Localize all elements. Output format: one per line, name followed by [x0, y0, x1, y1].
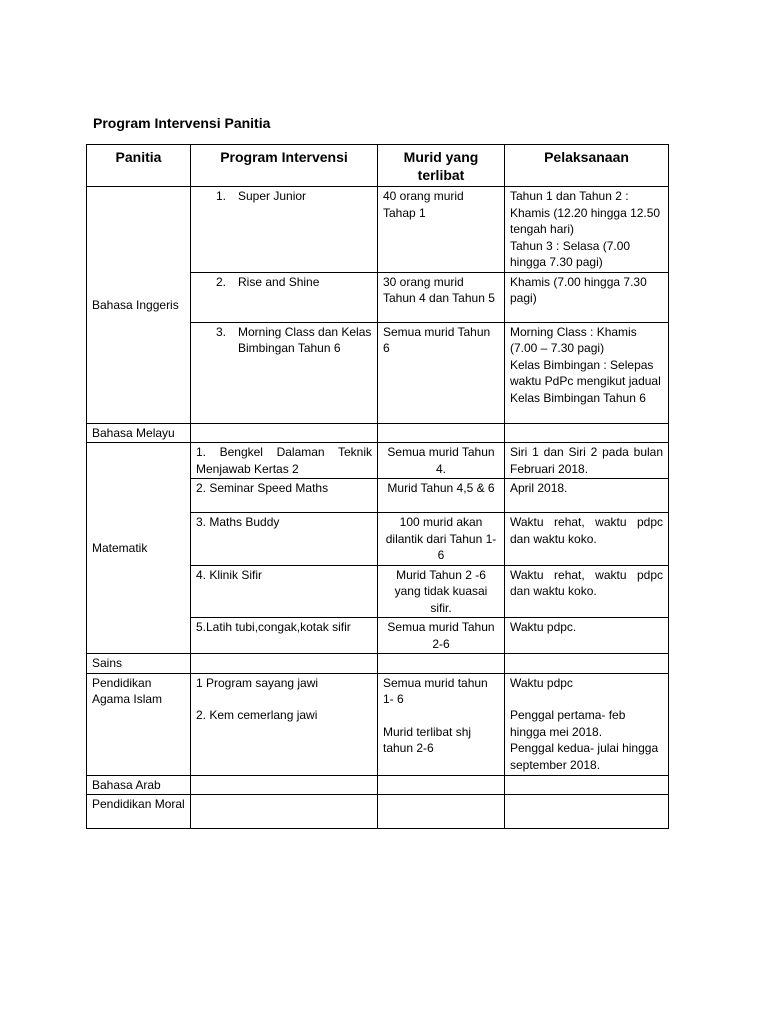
- murid-cell: [378, 423, 505, 443]
- panitia-sains: Sains: [87, 654, 191, 674]
- program-cell: [191, 795, 378, 829]
- intervention-table: [86, 144, 669, 829]
- pelaksanaan-cell: Waktu rehat, waktu pdpc dan waktu koko.: [505, 565, 669, 618]
- pelaksanaan-cell: Waktu pdpc.: [505, 618, 669, 654]
- pelaksanaan-cell: [505, 775, 669, 795]
- table-row: [87, 795, 669, 829]
- pelaksanaan-cell: [505, 322, 669, 423]
- pelaksanaan-cell: [505, 795, 669, 829]
- header-program: Program Intervensi: [191, 145, 378, 187]
- program-cell: 4. Klinik Sifir: [191, 565, 378, 618]
- panitia-bahasa-arab: Bahasa Arab: [87, 775, 191, 795]
- item-number: 2.: [215, 274, 226, 289]
- murid-cell: [378, 654, 505, 674]
- program-cell: [191, 775, 378, 795]
- program-cell: [191, 322, 378, 423]
- table-row: [87, 654, 669, 674]
- murid-cell: Murid Tahun 2 -6 yang tidak kuasai sifir.: [378, 565, 505, 618]
- panitia-matematik: Matematik: [87, 443, 191, 654]
- pelaksanaan-cell: Siri 1 dan Siri 2 pada bulan Februari 2018.: [505, 443, 669, 479]
- program-cell: 1. Bengkel Dalaman Teknik Menjawab Kertas 2: [191, 443, 378, 479]
- panitia-pendidikan-agama-islam: Pendidikan Agama Islam: [87, 673, 191, 775]
- document-title: Program Intervensi Panitia: [93, 115, 271, 131]
- item-number: 3.: [215, 324, 226, 339]
- table-row: [87, 423, 669, 443]
- pelaksanaan-cell: April 2018.: [505, 479, 669, 513]
- pelaksanaan-line: Tahun 1 dan Tahun 2 : Khamis (12.20 hingga 12.50 tengah hari): [510, 189, 661, 236]
- murid-cell: [378, 775, 505, 795]
- program-cell: [191, 423, 378, 443]
- table-row: [87, 673, 669, 775]
- pelaksanaan-line: Kelas Bimbingan : Selepas waktu PdPc mengikut jadual Kelas Bimbingan Tahun 6: [510, 357, 661, 405]
- pelaksanaan-cell: Waktu rehat, waktu pdpc dan waktu koko.: [505, 513, 669, 566]
- pelaksanaan-cell: Khamis (7.00 hingga 7.30 pagi): [505, 272, 669, 322]
- murid-cell: Semua murid Tahun 2-6: [378, 618, 505, 654]
- table-row: [87, 187, 669, 273]
- pelaksanaan-line: Penggal kedua- julai hingga september 2018.: [510, 741, 659, 772]
- program-cell: 5.Latih tubi,congak,kotak sifir: [191, 618, 378, 654]
- murid-cell: 30 orang murid Tahun 4 dan Tahun 5: [378, 272, 505, 322]
- pelaksanaan-line: Tahun 3 : Selasa (7.00 hingga 7.30 pagi): [510, 238, 631, 269]
- murid-cell: Semua murid Tahun 6: [378, 322, 505, 423]
- program-cell: 3. Maths Buddy: [191, 513, 378, 566]
- murid-cell: [378, 673, 505, 775]
- pelaksanaan-line: Waktu pdpc: [510, 675, 573, 690]
- program-cell: [191, 654, 378, 674]
- murid-cell: 100 murid akan dilantik dari Tahun 1-6: [378, 513, 505, 566]
- pelaksanaan-line: Penggal pertama- feb hingga mei 2018.: [510, 708, 626, 739]
- panitia-bahasa-inggeris: Bahasa Inggeris: [87, 187, 191, 424]
- program-cell: [191, 187, 378, 273]
- murid-cell: [378, 795, 505, 829]
- program-cell: 2. Seminar Speed Maths: [191, 479, 378, 513]
- program-name: Morning Class dan Kelas Bimbingan Tahun 6: [238, 324, 372, 355]
- program-name: Rise and Shine: [238, 274, 320, 289]
- program-cell: [191, 673, 378, 775]
- pelaksanaan-line: Morning Class : Khamis (7.00 – 7.30 pagi): [510, 324, 637, 355]
- table-row: [87, 443, 669, 479]
- header-row: [87, 145, 669, 187]
- murid-cell: 40 orang murid Tahap 1: [378, 187, 505, 273]
- pelaksanaan-cell: [505, 654, 669, 674]
- header-panitia: Panitia: [87, 145, 191, 187]
- header-murid: Murid yang terlibat: [378, 145, 505, 187]
- program-name: Super Junior: [238, 189, 307, 203]
- panitia-pendidikan-moral: Pendidikan Moral: [87, 795, 191, 829]
- table-row: [87, 775, 669, 795]
- murid-cell: Semua murid Tahun 4.: [378, 443, 505, 479]
- program-cell: [191, 272, 378, 322]
- panitia-bahasa-melayu: Bahasa Melayu: [87, 423, 191, 443]
- murid-line: Semua murid tahun 1- 6: [383, 675, 488, 706]
- item-number: 1.: [215, 189, 226, 203]
- pelaksanaan-cell: [505, 187, 669, 273]
- header-pelaksanaan: Pelaksanaan: [505, 145, 669, 187]
- murid-line: Murid terlibat shj tahun 2-6: [383, 724, 472, 755]
- pelaksanaan-cell: [505, 673, 669, 775]
- pelaksanaan-cell: [505, 423, 669, 443]
- program-line: 1 Program sayang jawi: [196, 675, 319, 690]
- program-line: 2. Kem cemerlang jawi: [196, 708, 318, 722]
- murid-cell: Murid Tahun 4,5 & 6: [378, 479, 505, 513]
